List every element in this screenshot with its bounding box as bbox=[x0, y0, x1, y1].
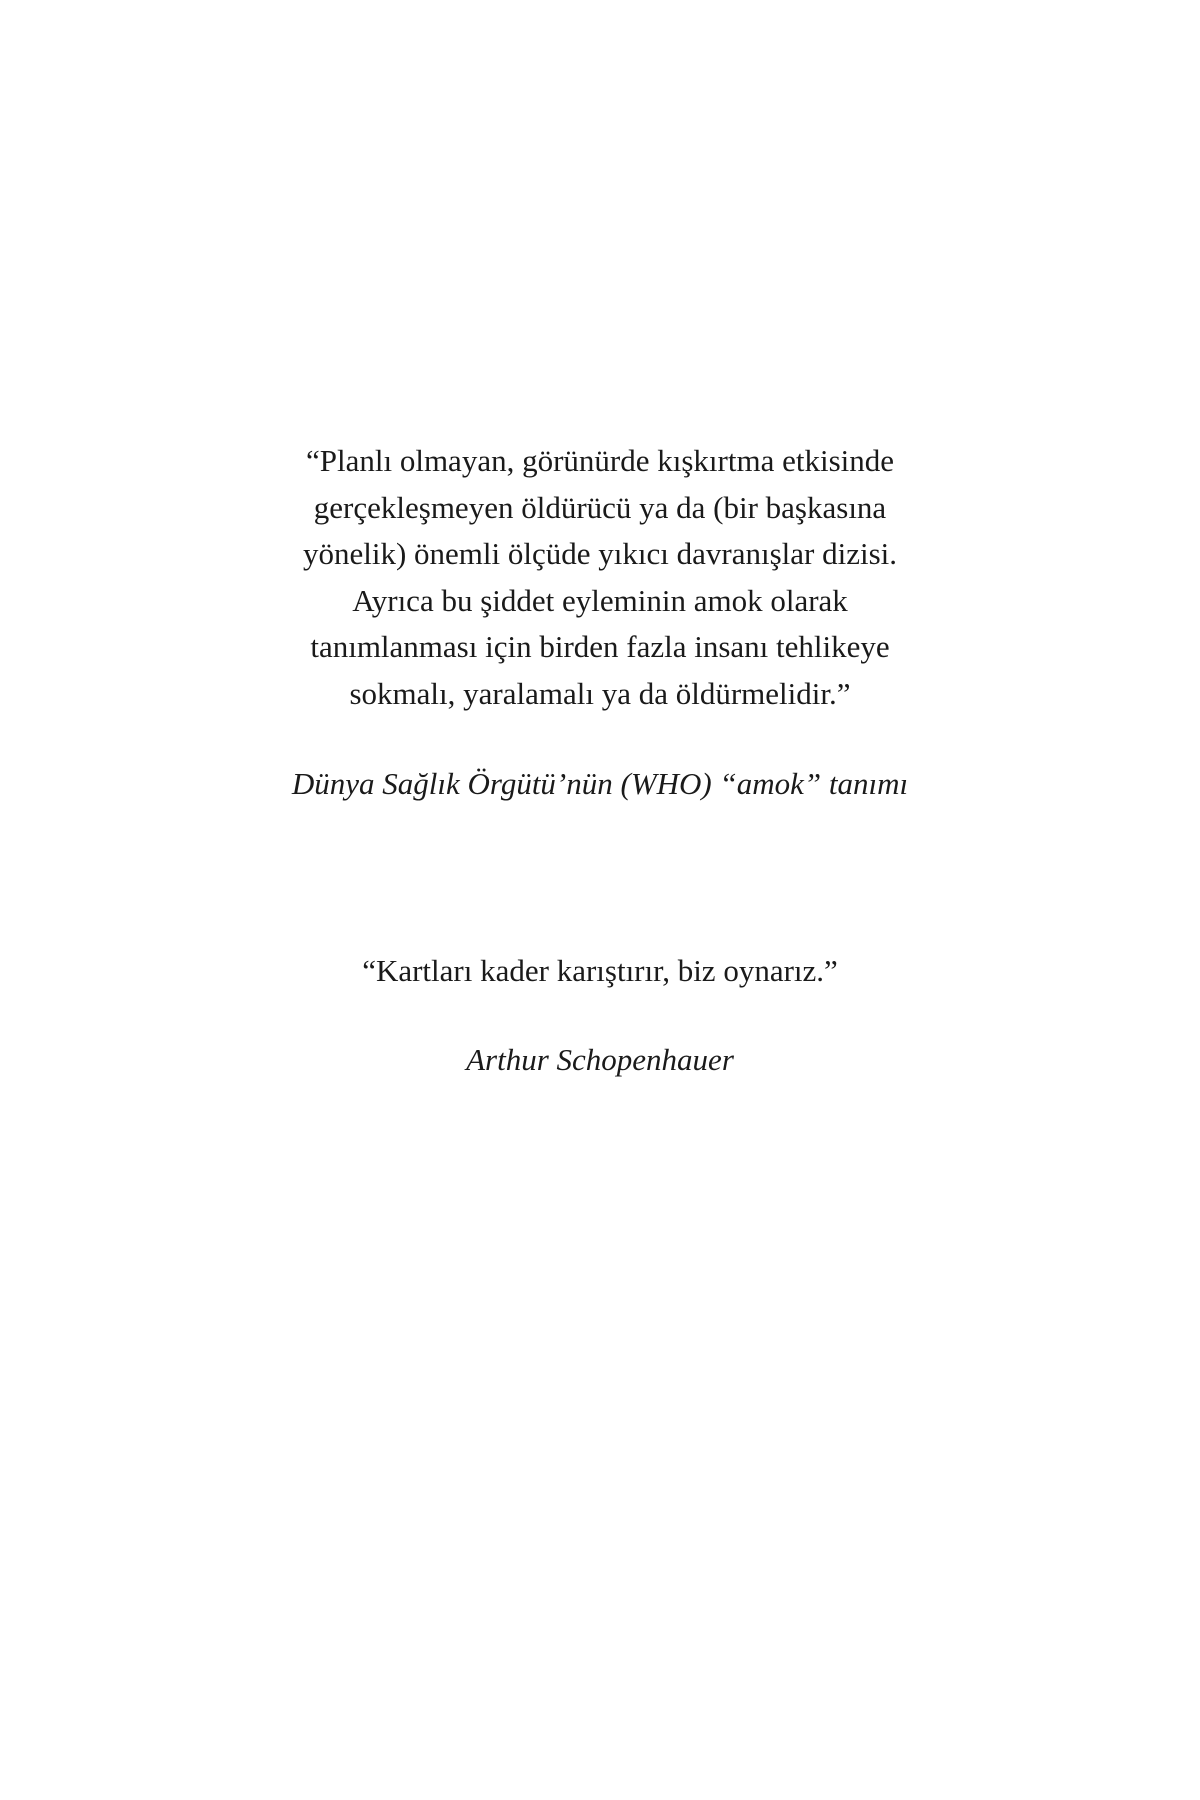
epigraph-attribution: Arthur Schopenhauer bbox=[466, 1041, 734, 1077]
epigraph-line: Ayrıca bu şiddet eyleminin amok olarak bbox=[352, 582, 848, 618]
epigraph-line: gerçekleşmeyen öldürücü ya da (bir başkasına bbox=[313, 489, 887, 525]
epigraph-who-amok bbox=[0, 438, 1200, 807]
epigraph-quote: “Kartları kader karıştırır, biz oynarız.” bbox=[362, 953, 838, 988]
epigraph-line: tanımlanması için birden fazla insanı tehlikeye bbox=[310, 629, 890, 664]
epigraph-line: sokmalı, yaralamalı ya da öldürmelidir.” bbox=[349, 675, 851, 711]
epigraph-schopenhauer bbox=[0, 948, 1200, 1083]
epigraph-line: “Planlı olmayan, görünürde kışkırtma etkisinde bbox=[305, 443, 895, 478]
epigraph-attribution: Dünya Sağlık Örgütü’nün (WHO) “amok” tanımı bbox=[291, 766, 909, 801]
epigraph-line: yönelik) önemli ölçüde yıkıcı davranışlar dizisi. bbox=[302, 536, 897, 571]
